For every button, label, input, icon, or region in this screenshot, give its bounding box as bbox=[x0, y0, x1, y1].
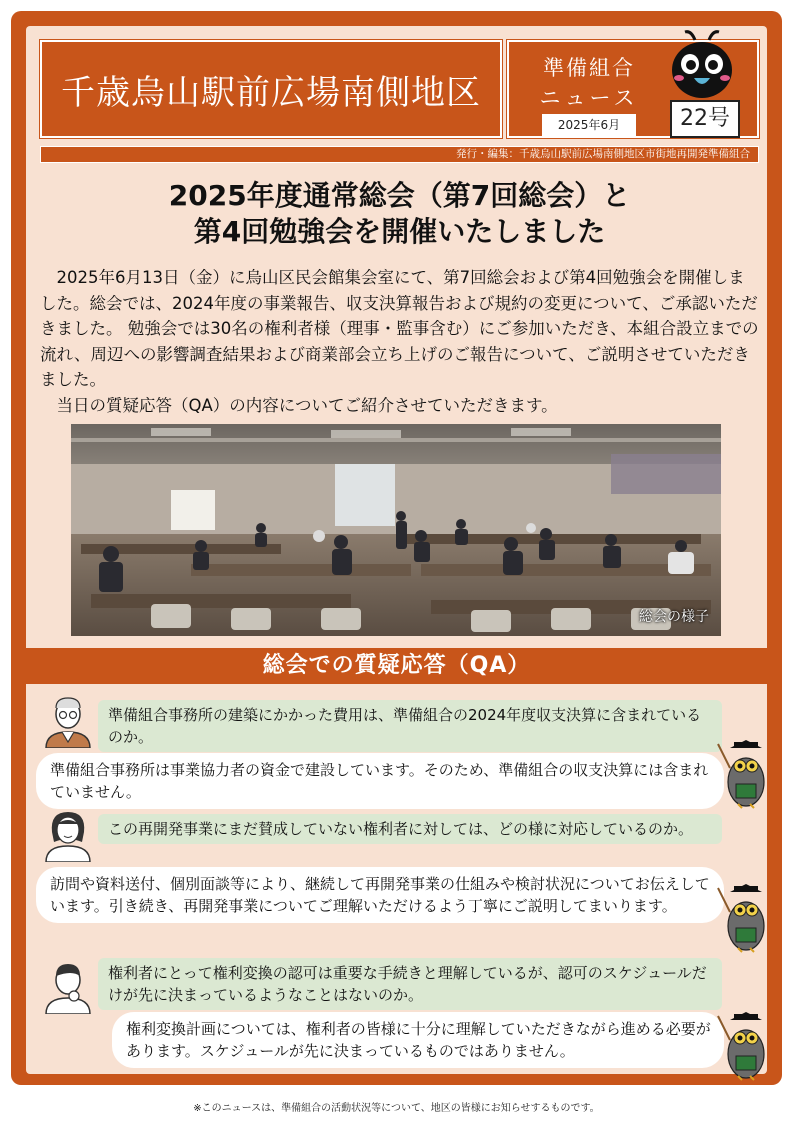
mascot-icon bbox=[665, 28, 739, 100]
issue-date: 2025年6月 bbox=[542, 112, 636, 136]
question-2: この再開発事業にまだ賛成していない権利者に対しては、どの様に対応しているのか。 bbox=[98, 814, 722, 844]
answer-3: 権利変換計画については、権利者の皆様に十分に理解していただきながら進める必要があります。スケジュールが先に決まっているものではありません。 bbox=[112, 1012, 724, 1068]
headline bbox=[40, 178, 759, 250]
elderly-man-avatar-icon bbox=[42, 694, 94, 748]
district-title: 千歳烏山駅前広場南側地区 bbox=[61, 72, 481, 113]
headline-line1: 2025年度通常総会（第7回総会）と bbox=[168, 179, 631, 212]
district-title-box bbox=[40, 40, 502, 138]
answer-1: 準備組合事務所は事業協力者の資金で建設しています。そのため、準備組合の収支決算には含まれていません。 bbox=[36, 753, 724, 809]
owl-teacher-icon bbox=[716, 1010, 772, 1082]
meeting-photo bbox=[71, 424, 721, 636]
answer-2: 訪問や資料送付、個別面談等により、継続して再開発事業の仕組みや検討状況についてお伝えしています。引き続き、再開発事業についてご理解いただけるよう丁寧にご説明してまいります。 bbox=[36, 867, 724, 923]
qa-section-title: 総会での質疑応答（QA） bbox=[11, 648, 782, 684]
news-label-line2: ニュース bbox=[539, 86, 639, 110]
intro-text bbox=[40, 265, 759, 418]
question-3: 権利者にとって権利変換の認可は重要な手続きと理解しているが、認可のスケジュールだけが先に決まっているようなことはないのか。 bbox=[98, 958, 722, 1010]
intro-paragraph-1: 2025年6月13日（金）に烏山区民会館集会室にて、第7回総会および第4回勉強会を開催しました。総会では、2024年度の事業報告、収支決算報告および規約の変更について、ご承認いただきました。 勉強会では30名の権利者様（理事・監事含む）にご参加いただき、本組合設立までの流れ、周辺への影響調査結果および商業部会立ち上げのご報告について、ご説明させていただきました。 bbox=[40, 268, 759, 389]
owl-teacher-icon bbox=[716, 882, 772, 954]
headline-line2: 第4回勉強会を開催いたしました bbox=[193, 215, 606, 248]
thinking-man-avatar-icon bbox=[42, 960, 94, 1014]
footnote: ※このニュースは、準備組合の活動状況等について、地区の皆様にお知らせするものです。 bbox=[193, 1103, 600, 1114]
publisher-bar: 発行・編集：千歳烏山駅前広場南側地区市街地再開発準備組合 bbox=[40, 146, 759, 163]
meeting-photo-illustration bbox=[71, 424, 721, 636]
intro-paragraph-2: 当日の質疑応答（QA）の内容についてご紹介させていただきます。 bbox=[56, 395, 558, 415]
photo-caption: 総会の様子 bbox=[639, 609, 709, 625]
question-1: 準備組合事務所の建築にかかった費用は、準備組合の2024年度収支決算に含まれているのか。 bbox=[98, 700, 722, 752]
news-label-line1: 準備組合 bbox=[543, 56, 635, 80]
issue-number: 22号 bbox=[670, 100, 740, 138]
owl-teacher-icon bbox=[716, 738, 772, 810]
woman-avatar-icon bbox=[42, 808, 94, 862]
